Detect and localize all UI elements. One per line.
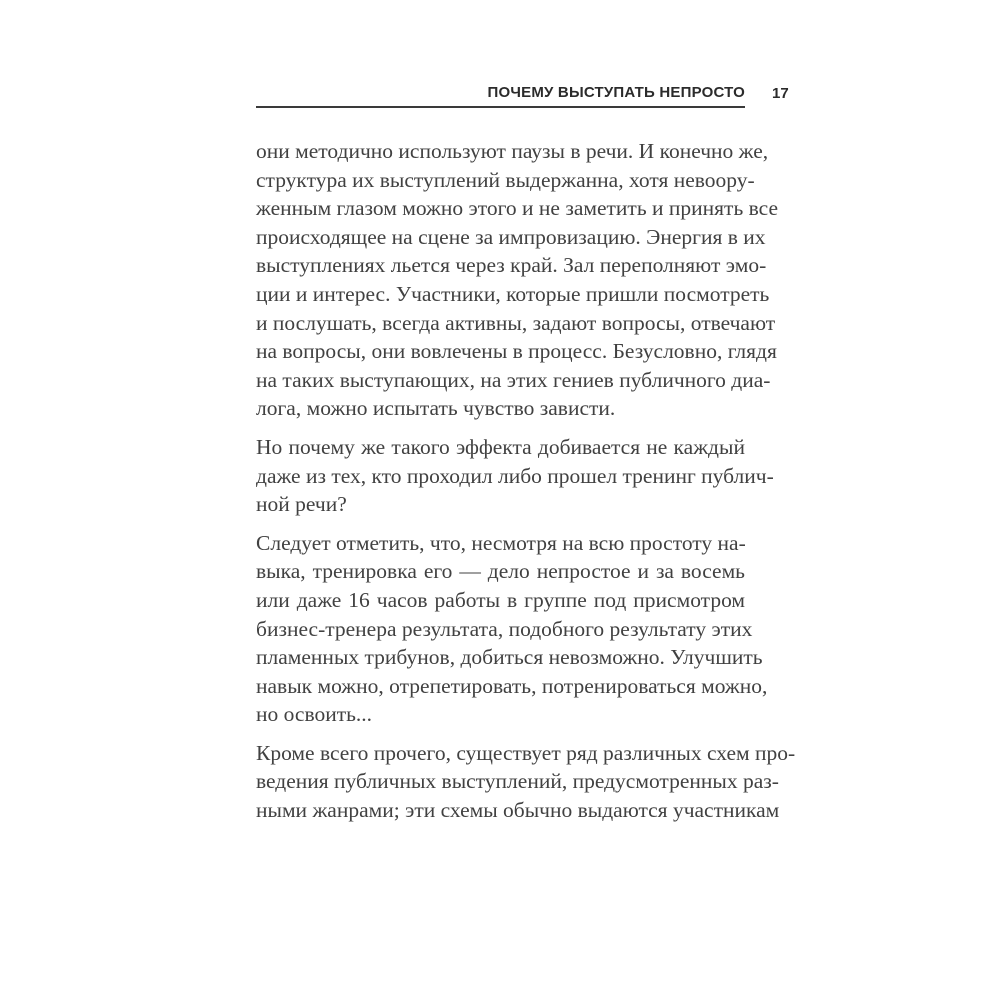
- text-line-content: Но почему же такого эффекта добивается не каждый: [256, 434, 745, 459]
- text-line: [256, 615, 753, 644]
- text-line-content: Кроме всего прочего, существует ряд различных схем про-: [256, 740, 796, 765]
- paragraph: [256, 137, 778, 423]
- text-line-content: на вопросы, они вовлечены в процесс. Безусловно, глядя: [256, 339, 777, 364]
- text-line-content: Следует отметить, что, несмотря на всю простоту на-: [256, 530, 746, 555]
- text-line: [256, 366, 771, 395]
- text-line-content: ции и интерес. Участники, которые пришли посмотреть: [256, 281, 770, 306]
- text-line-content: ными жанрами; эти схемы обычно выдаются участникам: [256, 798, 780, 823]
- text-line-content: происходящее на сцене за импровизацию. Энергия в их: [256, 224, 766, 249]
- text-line: [256, 433, 745, 462]
- text-line-content: выка, тренировка его — дело непростое и за восемь: [256, 559, 745, 584]
- text-line-content: ной речи?: [256, 492, 347, 517]
- text-line: [256, 796, 780, 825]
- text-line: [256, 280, 770, 309]
- text-line: [256, 337, 777, 366]
- text-line-content: или даже 16 часов работы в группе под присмотром: [256, 587, 746, 612]
- text-line-content: выступлениях льется через край. Зал переполняют эмо-: [256, 253, 767, 278]
- text-line: [256, 739, 796, 768]
- text-line-content: они методично используют паузы в речи. И конечно же,: [256, 139, 769, 163]
- running-header-title: ПОЧЕМУ ВЫСТУПАТЬ НЕПРОСТО: [487, 84, 745, 101]
- text-line: [256, 394, 745, 423]
- text-line-content: навык можно, отрепетировать, потренироваться можно,: [256, 673, 768, 698]
- body-text: [256, 137, 796, 825]
- text-line: [256, 223, 766, 252]
- text-line: [256, 557, 745, 586]
- text-line: [256, 767, 779, 796]
- text-line-content: но освоить...: [256, 702, 373, 727]
- text-line: [256, 166, 755, 195]
- text-line-content: и послушать, всегда активны, задают вопросы, отвечают: [256, 310, 776, 335]
- text-line: [256, 194, 778, 223]
- text-line-content: структура их выступлений выдержанна, хотя невоору-: [256, 167, 755, 192]
- text-line: [256, 137, 769, 166]
- text-line-content: женным глазом можно этого и не заметить и принять все: [256, 196, 778, 221]
- text-line-content: ведения публичных выступлений, предусмотренных раз-: [256, 769, 779, 794]
- text-line-content: на таких выступающих, на этих гениев публичного диа-: [256, 367, 771, 392]
- text-line: [256, 251, 767, 280]
- text-line: [256, 490, 745, 519]
- text-line: [256, 529, 745, 558]
- paragraph: [256, 739, 796, 825]
- text-line: [256, 309, 776, 338]
- paragraph: [256, 529, 768, 729]
- text-line: [256, 643, 763, 672]
- text-line-content: пламенных трибунов, добиться невозможно. Улучшить: [256, 645, 763, 670]
- text-line: [256, 672, 768, 701]
- text-line-content: даже из тех, кто проходил либо прошел тренинг публич-: [256, 463, 774, 488]
- text-line: [256, 586, 745, 615]
- paragraph: [256, 433, 774, 519]
- running-header: [256, 84, 745, 108]
- page-number: 17: [772, 85, 789, 102]
- text-line-content: лога, можно испытать чувство зависти.: [256, 396, 616, 421]
- text-line: [256, 462, 774, 491]
- text-line-content: бизнес-тренера результата, подобного результату этих: [256, 616, 753, 641]
- text-line: [256, 700, 745, 729]
